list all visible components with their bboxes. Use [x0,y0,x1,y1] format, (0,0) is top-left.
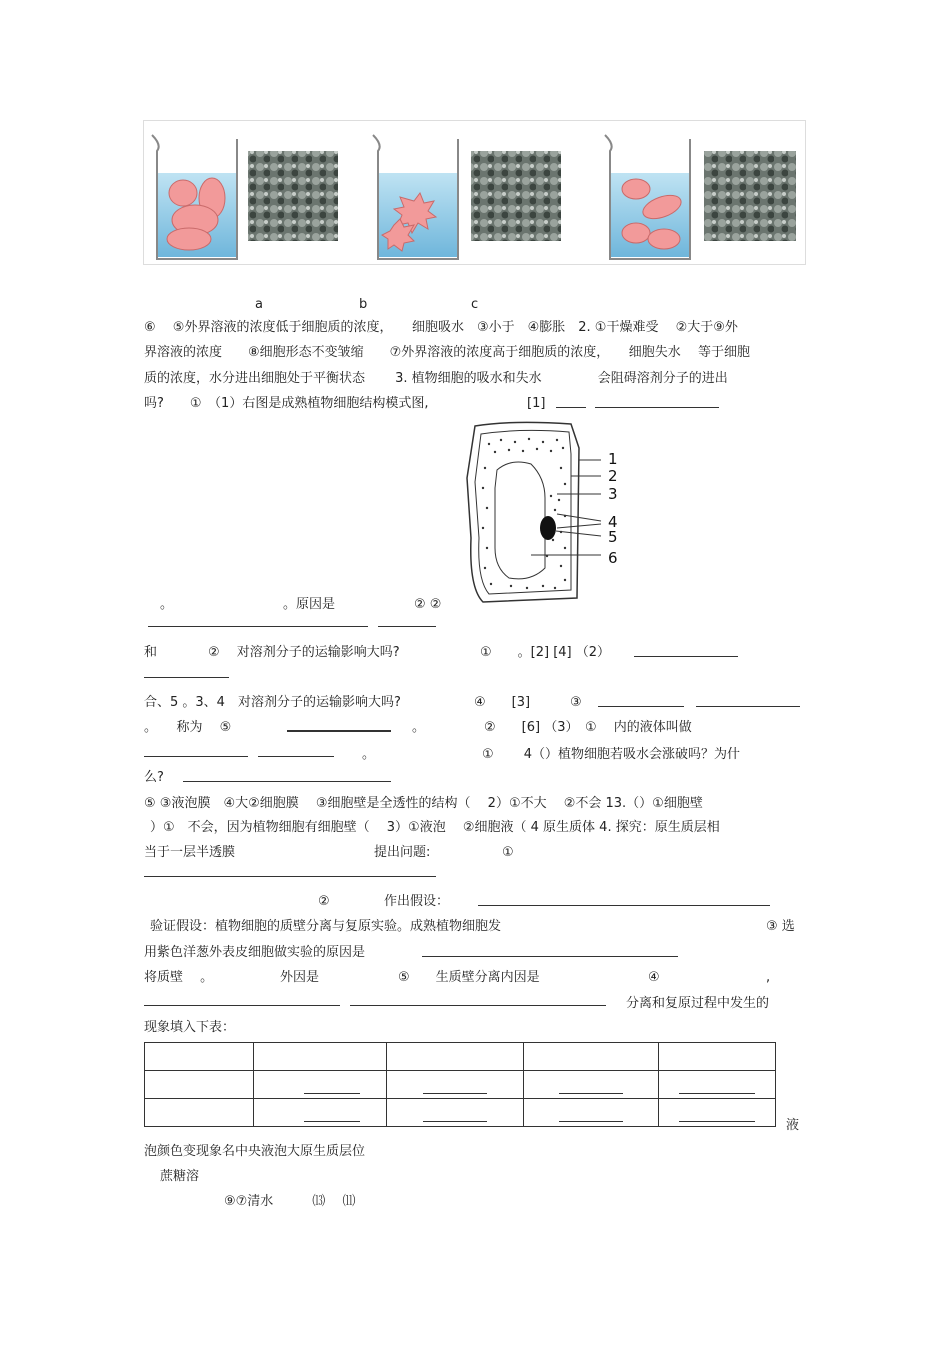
diagram-label-3: 3 [608,485,618,503]
text-line-4: 吗? ① （1）右图是成熟植物细胞结构模式图, [144,396,429,411]
diagram-label-1: 1 [608,450,618,468]
text-line-17a: 将质壁 。 [144,970,214,985]
text-line-17c: ⑤ 生质壁分离内因是 [398,970,540,985]
text-line-5b: 。原因是 [283,597,336,612]
blank [258,756,334,757]
blank [679,1093,755,1094]
blank [598,706,684,707]
text-line-23: ⑨⑦清水 ⒀ ⑾ [224,1194,356,1209]
observation-table [144,1042,776,1127]
beaker-c [605,135,690,259]
text-line-8b: 。 [412,720,426,735]
text-line-7c: ③ [570,695,582,710]
blank [423,1121,487,1122]
table-cell [387,1043,524,1071]
text-line-13b: 提出问题: [374,845,431,860]
table-cell [524,1099,659,1127]
text-line-6c: ① 。[2] [4] （2） [480,645,611,660]
text-line-16: 用紫色洋葱外表皮细胞做实验的原因是 [144,945,366,960]
blank [304,1093,360,1094]
micrograph-a [248,151,338,241]
diagram-label-2: 2 [608,467,618,485]
blank [422,956,678,957]
text-line-4-bracket: [1] [527,396,546,411]
table-cell [254,1099,387,1127]
text-line-11: ⑤ ③液泡膜 ④大②细胞膜 ③细胞壁是全透性的结构（ 2）①不大 ②不会 13.（）①细胞壁 [144,796,703,811]
blank [144,677,229,678]
blank [148,626,368,627]
diagram-label-6: 6 [608,549,618,567]
plant-cell-diagram [461,418,623,606]
blank [350,1005,606,1006]
text-line-13a: 当于一层半透膜 [144,845,236,860]
table-cell [254,1043,387,1071]
text-line-5a: 。 [160,597,174,612]
text-line-14a: ② [318,894,330,909]
text-line-19: 现象填入下表： [144,1020,236,1035]
table-row [145,1043,776,1071]
text-line-22: 蔗糖溶 [160,1169,200,1184]
text-line-8a: 。 称为 ⑤ [144,720,232,735]
table-cell [659,1099,776,1127]
beaker-b [373,135,458,259]
table-cell [145,1043,254,1071]
blank [556,407,586,408]
text-line-7a: 合、5 。3、4 对溶剂分子的运输影响大吗? [144,695,401,710]
text-line-15a: 验证假设：植物细胞的质壁分离与复原实验。成熟植物细胞发 [150,919,502,934]
text-line-6b: ② 对溶剂分子的运输影响大吗? [208,645,400,660]
text-line-9b: ① 4（）植物细胞若吸水会涨破吗？为什 [482,747,741,762]
text-line-8c: ② [6] （3） ① 内的液体叫做 [484,720,692,735]
table-cell [659,1043,776,1071]
blank [144,756,248,757]
diagram-label-4: 4 [608,513,618,531]
text-line-6a: 和 [144,645,158,660]
blank [634,656,738,657]
table-cell [387,1099,524,1127]
text-line-1: ⑥ ⑤外界溶液的浓度低于细胞质的浓度， 细胞吸水 ③小于 ④膨胀 2. ①干燥难受 ②大于⑨外 [144,320,738,335]
text-line-17d: ④ [648,970,660,985]
table-cell [145,1099,254,1127]
blank [304,1121,360,1122]
table-cell [524,1043,659,1071]
beaker-a [152,135,237,259]
table-row [145,1071,776,1099]
blank [423,1093,487,1094]
text-line-10: 么? [144,770,164,785]
text-line-5c: ② ② [414,597,442,612]
blank [144,876,436,877]
blank [287,730,391,732]
table-cell [524,1071,659,1099]
text-line-2: 界溶液的浓度 ⑧细胞形态不变皱缩 ⑦外界溶液的浓度高于细胞质的浓度， 细胞失水 等于细胞 [144,345,750,360]
table-row [145,1099,776,1127]
text-line-12: ）① 不会，因为植物细胞有细胞壁（ 3）①液泡 ②细胞液（ 4 原生质体 4. 探究：原生质层相 [150,820,720,835]
text-line-13c: ① [502,845,514,860]
blank [679,1121,755,1122]
text-line-3: 质的浓度，水分进出细胞处于平衡状态 3. 植物细胞的吸水和失水 会阻碍溶剂分子的进出 [144,371,728,386]
micrograph-b [471,151,561,241]
table-cell [659,1071,776,1099]
text-line-18: 分离和复原过程中发生的 [626,996,770,1011]
table-cell [387,1071,524,1099]
text-line-20: 液 [786,1118,800,1133]
blank [559,1121,623,1122]
text-line-21: 泡颜色变现象名中央液泡大原生质层位 [144,1144,366,1159]
table-cell [254,1071,387,1099]
blank [478,905,770,906]
figure-label-b: b [359,297,368,312]
text-line-14b: 作出假设： [384,894,450,909]
text-line-17e: , [766,970,771,985]
blank [378,626,436,627]
diagram-label-5: 5 [608,528,618,546]
blank [183,781,391,782]
table-cell [145,1071,254,1099]
text-line-7b: ④ [3] [474,695,531,710]
osmosis-figure [143,120,806,265]
blank [696,706,800,707]
text-line-17b: 外因是 [280,970,320,985]
text-line-15b: ③ 选 [766,919,795,934]
blank [559,1093,623,1094]
text-line-9a: 。 [362,747,376,762]
micrograph-c [704,151,796,241]
blank [144,1005,340,1006]
figure-label-c: c [471,297,479,312]
blank [595,407,719,408]
figure-label-a: a [255,297,263,312]
